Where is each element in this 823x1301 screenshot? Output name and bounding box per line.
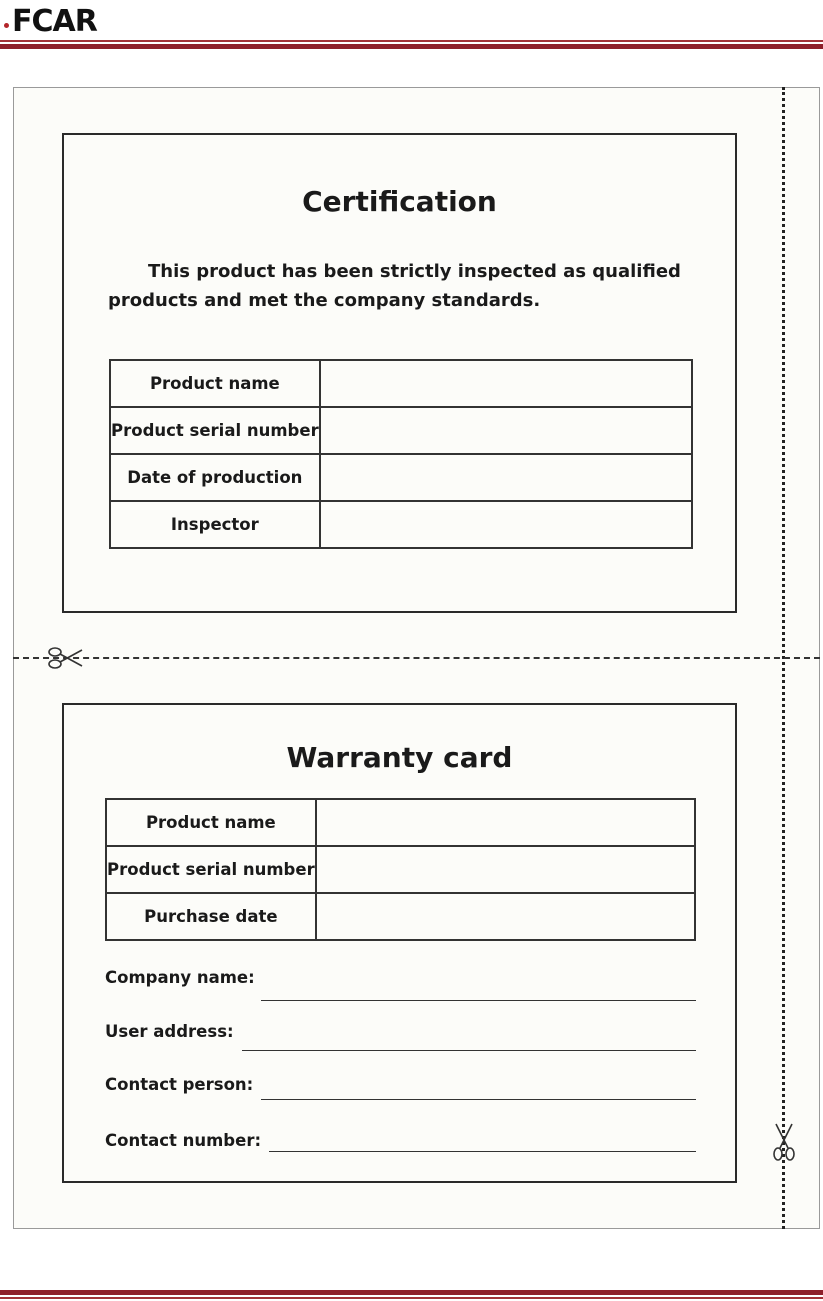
certification-card [62, 133, 737, 613]
row-label: Purchase date [106, 893, 316, 940]
footer-rule-thin [0, 1297, 823, 1299]
table-row [110, 360, 692, 407]
row-value-field[interactable] [316, 893, 695, 940]
footer-rule-thick [0, 1290, 823, 1295]
row-value-field[interactable] [320, 501, 692, 548]
scissors-icon [46, 644, 84, 672]
logo-wordmark: FCAR [12, 4, 97, 39]
table-row [110, 407, 692, 454]
horizontal-cut-line [13, 657, 820, 659]
table-row [110, 454, 692, 501]
warranty-card [62, 703, 737, 1183]
user-address-label: User address: [105, 1022, 234, 1041]
company-name-field [105, 967, 696, 1001]
contact-number-input[interactable] [269, 1128, 696, 1152]
logo-text [12, 4, 97, 39]
company-name-input[interactable] [261, 967, 696, 1001]
row-label: Date of production [110, 454, 320, 501]
contact-number-label: Contact number: [105, 1131, 262, 1150]
contact-person-label: Contact person: [105, 1075, 254, 1094]
contact-number-field [105, 1128, 696, 1152]
contact-person-field [105, 1074, 696, 1100]
certification-statement: This product has been strictly inspected as qualified products and met the company standards. [108, 261, 681, 311]
row-label: Product serial number [106, 846, 316, 893]
company-name-label: Company name: [105, 968, 255, 987]
certification-table [109, 359, 693, 549]
row-label: Product name [110, 360, 320, 407]
row-value-field[interactable] [316, 799, 695, 846]
header-rule-thin [0, 40, 823, 42]
row-label: Inspector [110, 501, 320, 548]
header-rule-thick [0, 44, 823, 49]
warranty-table [105, 798, 696, 941]
table-row [110, 501, 692, 548]
contact-person-input[interactable] [261, 1074, 696, 1100]
row-value-field[interactable] [320, 360, 692, 407]
row-label: Product serial number [110, 407, 320, 454]
row-value-field[interactable] [320, 407, 692, 454]
table-row [106, 893, 695, 940]
table-row [106, 846, 695, 893]
row-value-field[interactable] [316, 846, 695, 893]
user-address-field [105, 1021, 696, 1051]
warranty-title: Warranty card [286, 741, 513, 774]
certification-title: Certification [302, 185, 497, 218]
brand-logo [4, 4, 97, 40]
row-value-field[interactable] [320, 454, 692, 501]
table-row [106, 799, 695, 846]
scissors-icon [770, 1122, 798, 1162]
row-label: Product name [106, 799, 316, 846]
user-address-input[interactable] [242, 1021, 696, 1051]
logo-dot [4, 23, 9, 28]
